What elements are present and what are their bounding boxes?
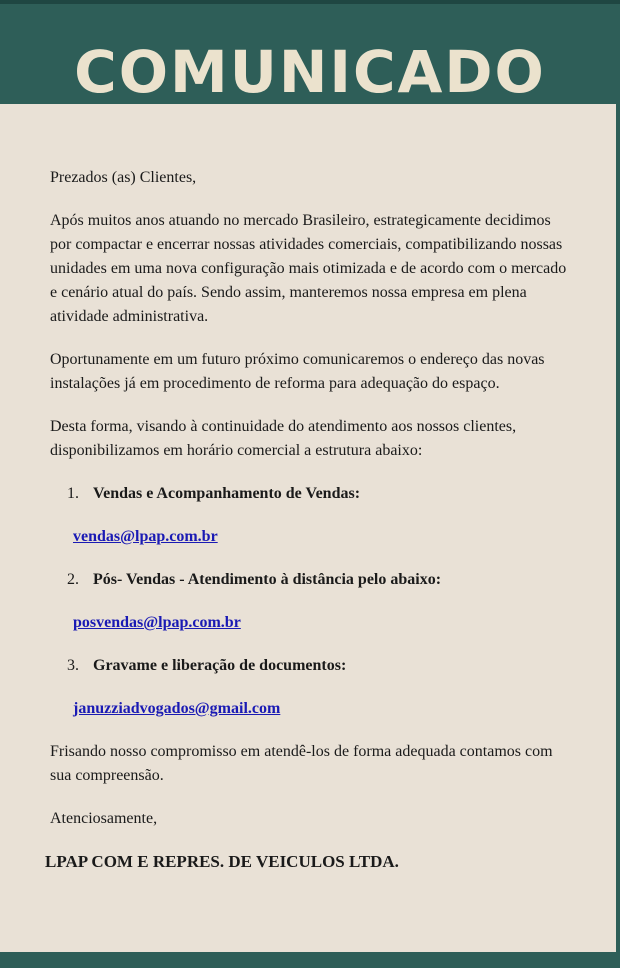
email-link-advogados[interactable]: januzziadvogados@gmail.com (73, 700, 281, 717)
page-title: COMUNICADO (74, 38, 546, 106)
item-label: Pós- Vendas - Atendimento à distância pelo abaixo: (93, 571, 442, 588)
list-item (45, 482, 573, 549)
regards: Atenciosamente, (50, 810, 158, 827)
email-link-vendas[interactable]: vendas@lpap.com.br (73, 528, 218, 545)
paragraph-new-address: Oportunamente em um futuro próximo comunicaremos o endereço das novas instalações já em procedimento de reforma para adequação do espaço. (50, 351, 545, 392)
email-link-posvendas[interactable]: posvendas@lpap.com.br (73, 614, 241, 631)
item-label: Vendas e Acompanhamento de Vendas: (93, 485, 361, 502)
item-label: Gravame e liberação de documentos: (93, 657, 347, 674)
paragraph-intro: Após muitos anos atuando no mercado Brasileiro, estrategicamente decidimos por compactar e encerrar nossas atividades comerciais, compatibilizando nossas unidades em uma nova configuração mais otimizada e de acordo com o mercado e cenário atual do país. Sendo assim, manteremos nossa empresa em plena atividade administrativa. (50, 212, 567, 325)
paragraph-closing: Frisando nosso compromisso em atendê-los de forma adequada contamos com sua compreensão. (50, 743, 553, 784)
list-item (45, 568, 573, 635)
footer-bar (0, 952, 620, 968)
greeting: Prezados (as) Clientes, (50, 169, 197, 186)
item-number: 2. (67, 571, 79, 588)
list-item (45, 654, 573, 721)
announcement-body (45, 166, 573, 874)
header-banner (0, 0, 620, 104)
item-number: 1. (67, 485, 79, 502)
paragraph-structure: Desta forma, visando à continuidade do atendimento aos nossos clientes, disponibilizamos em horário comercial a estrutura abaixo: (50, 418, 517, 459)
item-number: 3. (67, 657, 79, 674)
company-signature: LPAP COM E REPRES. DE VEICULOS LTDA. (45, 852, 399, 871)
contact-list (45, 482, 573, 721)
